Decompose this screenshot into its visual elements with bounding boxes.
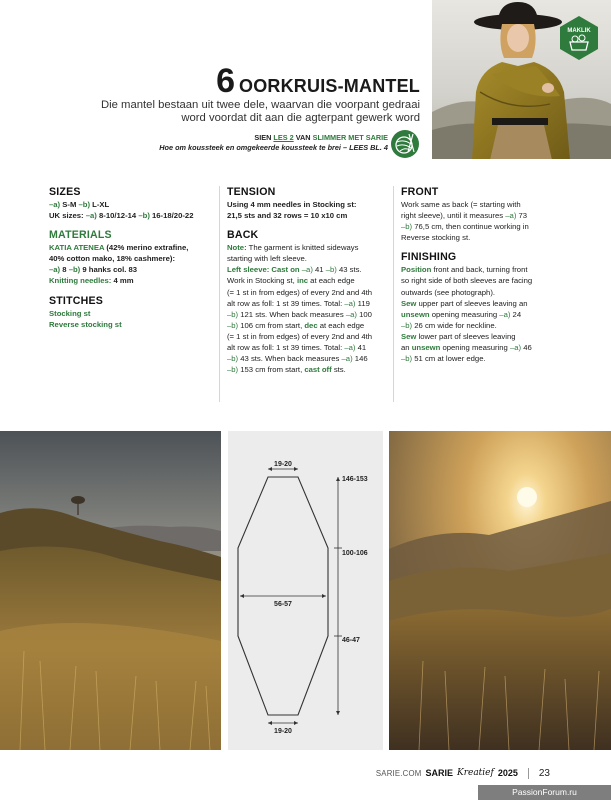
uk-sizes-line: UK sizes: –a) 8-10/12-14 –b) 16-18/20-22 [49, 211, 194, 221]
subtitle-line: Die mantel bestaan uit twee dele, waarvan die voorpant gedraai [100, 99, 420, 111]
back-line: (= 1 st in from edges) of every 2nd and 4th [227, 287, 373, 297]
column-tension-back [227, 186, 387, 375]
schematic-top-label: 19-20 [274, 461, 292, 468]
back-line: Work in Stocking st, inc at each edge [227, 276, 355, 286]
schematic-seg-low-label: 46-47 [342, 637, 360, 644]
back-note: Note: The garment is knitted sideways [227, 243, 359, 253]
series-description: Hoe om koussteek en omgekeerde koussteek te brei – LEES BL. 4 [159, 143, 388, 152]
schematic-bottom-label: 19-20 [274, 728, 292, 735]
lesson-link[interactable]: LES 2 [273, 133, 294, 142]
page-number: 23 [538, 767, 550, 779]
yarn-ball-icon [391, 130, 419, 158]
tension-line: Using 4 mm needles in Stocking st: [227, 200, 357, 209]
finishing-heading: FINISHING [401, 251, 457, 264]
yarn-composition: 40% cotton mako, 18% cashmere): [49, 254, 176, 264]
schematic-seg-mid-label: 100-106 [342, 550, 368, 557]
front-line: Work same as back (= starting with [401, 200, 521, 209]
watermark: PassionForum.ru [478, 785, 611, 800]
footer-divider [528, 768, 529, 779]
finishing-line: an unsewn opening measuring –a) 46 [401, 343, 532, 353]
yarn-quantity: –a) 8 –b) 9 hanks col. 83 [49, 265, 138, 275]
back-heading: BACK [227, 229, 259, 242]
front-line: Reverse stocking st. [401, 233, 471, 243]
back-line: (= 1 st in from edges) of every 2nd and 4th [227, 331, 373, 341]
footer-magazine: SARIE [425, 768, 453, 778]
footer-kreatief-logo: Kreatief [456, 768, 494, 778]
sizes-heading: SIZES [49, 186, 81, 198]
difficulty-label: MAKLIK [567, 28, 591, 34]
article-title [100, 62, 420, 100]
sizes-line: –a) S-M –b) L-XL [49, 200, 110, 209]
finishing-line: Sew upper part of sleeves leaving an [401, 298, 528, 308]
stitch-item: Stocking st [49, 308, 91, 318]
needles-line: Knitting needles: 4 mm [49, 276, 134, 286]
pattern-number: 6 [216, 62, 235, 100]
finishing-line: Position front and back, turning front [401, 265, 528, 275]
back-line: alt row as foll: 1 st 39 times. Total: –a) 41 [227, 343, 367, 353]
front-heading: FRONT [401, 186, 439, 198]
finishing-line: unsewn opening measuring –a) 24 [401, 309, 522, 319]
column-front-finishing [401, 186, 566, 364]
column-sizes-materials [49, 186, 219, 330]
tension-line: 21,5 sts and 32 rows = 10 x10 cm [227, 211, 348, 221]
series-name: SLIMMER MET SARIE [312, 133, 388, 142]
back-line: –b) 106 cm from start, dec at each edge [227, 320, 365, 330]
back-line: Left sleeve: Cast on –a) 41 –b) 43 sts. [227, 265, 362, 275]
back-line: –b) 43 sts. When back measures –a) 146 [227, 354, 368, 364]
finishing-line: so right side of both sleeves are facing [401, 276, 533, 286]
finishing-line: outwards (see photograph). [401, 287, 496, 297]
landscape-photo-left [0, 431, 221, 750]
landscape-photo-right [389, 431, 611, 750]
finishing-line: –b) 51 cm at lower edge. [401, 354, 486, 364]
back-line: –b) 153 cm from start, cast off sts. [227, 365, 346, 375]
front-line: right sleeve), until it measures –a) 73 [401, 211, 528, 221]
footer-year: 2025 [497, 768, 518, 778]
materials-heading: MATERIALS [49, 229, 112, 242]
column-divider [219, 186, 220, 402]
subtitle-line: word voordat dit aan die agterpant gewerk word [181, 112, 420, 124]
back-line: alt row as foll: 1 st 39 times. Total: –a) 119 [227, 298, 370, 308]
back-line: –b) 121 sts. When back measures –a) 100 [227, 309, 372, 319]
back-note-cont: starting with left sleeve. [227, 254, 307, 264]
schematic-seg-top-label: 146-153 [342, 476, 368, 483]
stitches-heading: STITCHES [49, 294, 103, 307]
front-line: –b) 76,5 cm, then continue working in [401, 222, 529, 232]
finishing-line: –b) 26 cm wide for neckline. [401, 320, 497, 330]
pattern-title: OORKRUIS-MANTEL [239, 76, 420, 96]
stitch-item: Reverse stocking st [49, 319, 122, 329]
yarn-line: KATIA ATENEA (42% merino extrafine, [49, 243, 189, 253]
schematic-width-label: 56-57 [274, 601, 292, 608]
series-reference: SIEN LES 2 VAN SLIMMER MET SARIE Hoe om koussteek en omgekeerde koussteek te brei – LEES BL. 4 [120, 133, 388, 153]
garment-schematic [228, 431, 383, 750]
finishing-line: Sew lower part of sleeves leaving [401, 331, 516, 341]
column-divider [393, 186, 394, 402]
article-header [100, 62, 420, 125]
tension-heading: TENSION [227, 186, 276, 198]
article-subtitle [100, 99, 420, 125]
footer-site[interactable]: SARIE.COM [375, 768, 422, 778]
difficulty-badge [558, 15, 600, 61]
page-footer [360, 766, 550, 780]
